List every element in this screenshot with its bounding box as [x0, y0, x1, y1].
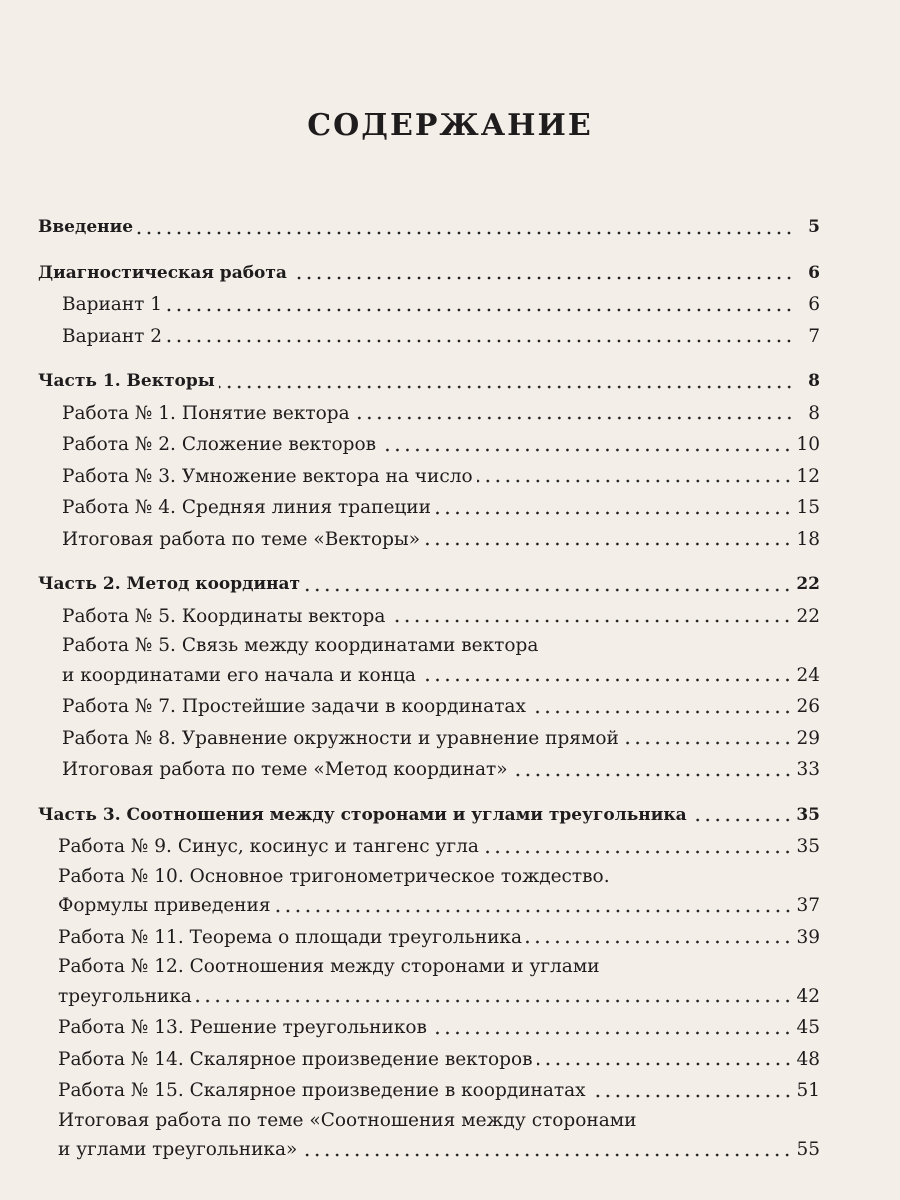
table-of-contents — [38, 212, 820, 1180]
page-number: 35 — [796, 836, 820, 857]
page-number: 8 — [808, 402, 820, 424]
toc-entry-title: Работа № 14. Скалярное произведение векторов — [58, 1048, 533, 1070]
toc-entry[interactable] — [38, 890, 820, 922]
toc-entry[interactable] — [38, 754, 820, 786]
toc-section — [38, 569, 820, 786]
toc-part-heading[interactable] — [38, 212, 820, 244]
page-number: 6 — [808, 262, 820, 283]
toc-entry[interactable] — [38, 831, 820, 863]
toc-entry[interactable] — [38, 1107, 820, 1135]
toc-entry[interactable] — [38, 1012, 820, 1044]
toc-entry[interactable] — [38, 1044, 820, 1076]
toc-entry-title: и координатами его начала и конца — [62, 664, 416, 686]
toc-entry[interactable] — [38, 723, 820, 755]
dot-leader — [477, 479, 793, 483]
toc-entry-title: Работа № 15. Скалярное произведение в координатах — [58, 1080, 586, 1101]
toc-entry-title: Работа № 2. Сложение векторов — [62, 434, 377, 455]
toc-part-heading[interactable] — [38, 800, 820, 832]
toc-entry[interactable] — [38, 398, 820, 430]
page-number: 12 — [796, 465, 820, 487]
page-number: 10 — [796, 434, 820, 455]
toc-entry-title: Работа № 12. Соотношения между сторонами и углами — [58, 956, 600, 977]
page-number: 55 — [796, 1139, 820, 1160]
page-number: 24 — [796, 664, 820, 686]
toc-section — [38, 212, 820, 244]
dot-leader — [590, 1094, 793, 1098]
dot-leader — [691, 818, 793, 822]
page-number: 26 — [796, 696, 820, 717]
toc-entry-title: и углами треугольника» — [58, 1139, 298, 1160]
dot-leader — [166, 339, 794, 343]
dot-leader — [512, 773, 793, 777]
toc-section — [38, 800, 820, 1166]
toc-entry-title: Работа № 10. Основное тригонометрическое тождество. — [58, 865, 610, 887]
toc-entry[interactable] — [38, 1134, 820, 1166]
toc-entry-title: Работа № 3. Умножение вектора на число — [62, 465, 473, 487]
dot-leader — [304, 588, 792, 592]
dot-leader — [137, 231, 794, 235]
toc-section — [38, 258, 820, 353]
toc-entry[interactable] — [38, 429, 820, 461]
dot-leader — [420, 678, 793, 682]
toc-entry[interactable] — [38, 953, 820, 981]
toc-entry-title: Работа № 13. Решение треугольников — [58, 1017, 427, 1038]
page-number: 8 — [808, 371, 820, 391]
toc-entry[interactable] — [38, 660, 820, 692]
toc-entry-title: Работа № 8. Уравнение окружности и уравнение прямой — [62, 727, 619, 749]
toc-entry-title: Работа № 1. Понятие вектора — [62, 402, 350, 424]
dot-leader — [431, 1031, 792, 1035]
page-title: СОДЕРЖАНИЕ — [307, 108, 593, 143]
toc-entry-title: Вариант 2 — [62, 325, 163, 347]
page-number: 48 — [796, 1048, 820, 1070]
toc-entry-title: Введение — [38, 217, 134, 237]
dot-leader — [623, 741, 793, 745]
dot-leader — [301, 1153, 792, 1157]
toc-entry[interactable] — [38, 863, 820, 891]
toc-part-heading[interactable] — [38, 258, 820, 290]
toc-entry-title: треугольника — [58, 985, 192, 1007]
toc-section — [38, 366, 820, 555]
toc-entry[interactable] — [38, 321, 820, 353]
toc-entry-title: Работа № 7. Простейшие задачи в координатах — [62, 696, 526, 717]
dot-leader — [389, 619, 792, 623]
dot-leader — [435, 511, 793, 515]
toc-entry-title: Вариант 1 — [62, 294, 163, 315]
page-number: 6 — [808, 294, 820, 315]
page-number: 18 — [796, 528, 820, 550]
dot-leader — [537, 1062, 793, 1066]
toc-entry-title: Часть 3. Соотношения между сторонами и углами треугольника — [38, 804, 687, 825]
toc-part-heading[interactable] — [38, 569, 820, 601]
toc-entry[interactable] — [38, 461, 820, 493]
toc-entry[interactable] — [38, 492, 820, 524]
dot-leader — [424, 542, 792, 546]
toc-entry[interactable] — [38, 289, 820, 321]
page-number: 22 — [796, 605, 820, 627]
toc-entry-title: Формулы приведения — [58, 895, 271, 916]
dot-leader — [380, 448, 792, 452]
toc-entry-title: Итоговая работа по теме «Метод координат» — [62, 759, 508, 780]
toc-entry-title: Работа № 11. Теорема о площади треугольника — [58, 926, 522, 948]
page-number: 37 — [796, 895, 820, 916]
toc-entry-title: Работа № 5. Координаты вектора — [62, 605, 386, 627]
toc-entry-title: Часть 2. Метод координат — [38, 574, 301, 594]
toc-entry[interactable] — [38, 922, 820, 954]
dot-leader — [291, 276, 794, 280]
page-number: 33 — [796, 759, 820, 780]
page-number: 51 — [796, 1080, 820, 1101]
toc-part-heading[interactable] — [38, 366, 820, 398]
dot-leader — [196, 999, 793, 1003]
toc-entry-title: Работа № 9. Синус, косинус и тангенс угла — [58, 836, 479, 857]
toc-entry[interactable] — [38, 691, 820, 723]
dot-leader — [483, 850, 793, 854]
page-number: 7 — [808, 325, 820, 347]
page-number: 29 — [796, 727, 820, 749]
page-number: 15 — [796, 497, 820, 518]
page-number: 22 — [796, 574, 820, 594]
toc-entry[interactable] — [38, 1075, 820, 1107]
toc-entry-title: Диагностическая работа — [38, 262, 287, 283]
toc-entry-title: Работа № 4. Средняя линия трапеции — [62, 497, 431, 518]
toc-entry-title: Итоговая работа по теме «Векторы» — [62, 528, 421, 550]
dot-leader — [275, 909, 793, 913]
dot-leader — [526, 940, 792, 944]
toc-entry[interactable] — [38, 981, 820, 1013]
page-number: 45 — [796, 1017, 820, 1038]
page-number: 5 — [808, 217, 820, 237]
page-number: 42 — [796, 985, 820, 1007]
dot-leader — [354, 416, 794, 420]
toc-entry[interactable] — [38, 601, 820, 633]
toc-entry-title: Работа № 5. Связь между координатами вектора — [62, 635, 539, 656]
toc-entry[interactable] — [38, 632, 820, 660]
toc-entry-title: Итоговая работа по теме «Соотношения между сторонами — [58, 1109, 637, 1131]
toc-entry[interactable] — [38, 524, 820, 556]
toc-entry-title: Часть 1. Векторы — [38, 371, 215, 391]
dot-leader — [530, 710, 793, 714]
dot-leader — [219, 385, 794, 389]
page-number: 39 — [796, 926, 820, 948]
dot-leader — [166, 308, 794, 312]
page-number: 35 — [796, 804, 820, 825]
